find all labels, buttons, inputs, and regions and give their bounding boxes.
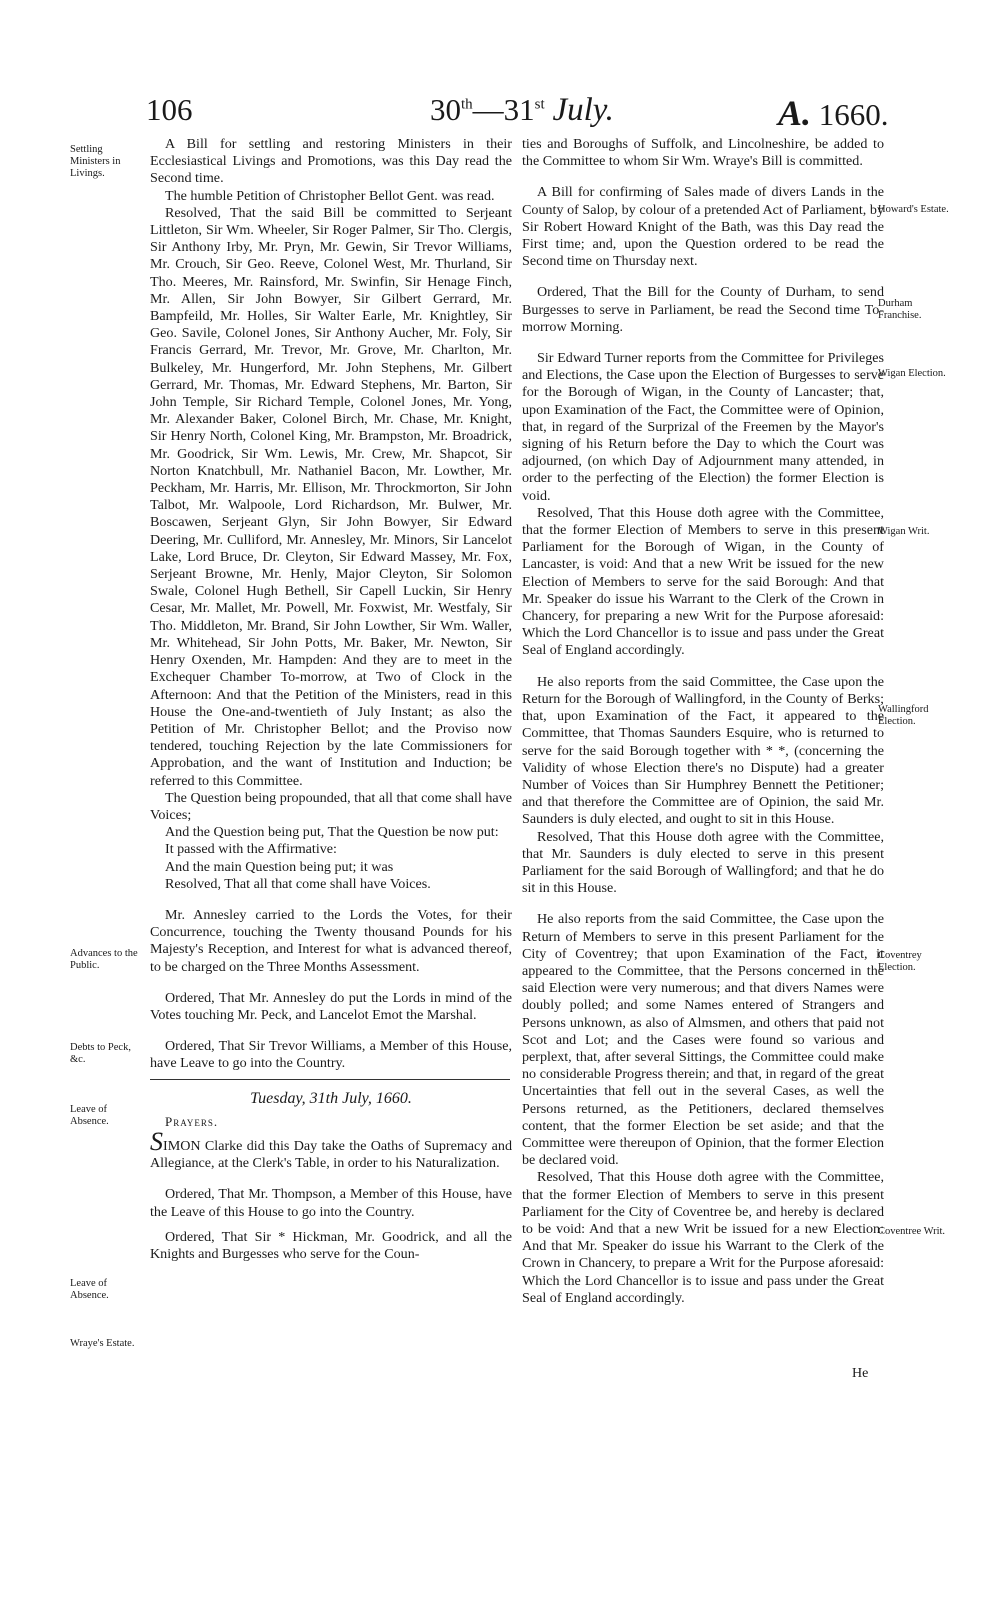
- page-number: 106: [146, 92, 193, 127]
- question-put: And the Question being put, That the Question be now put:: [165, 824, 499, 841]
- ordered-williams-leave: Ordered, That Sir Trevor Williams, a Member of this House, have Leave to go into the Country.: [150, 1038, 512, 1072]
- margin-note-debts: Debts to Peck, &c.: [70, 1042, 131, 1065]
- date-sep: —: [472, 92, 504, 127]
- clarke-oaths-text: IMON Clarke did this Day take the Oaths of Supremacy and Allegiance, at the Clerk's Table, in order to his Naturalization.: [150, 1137, 512, 1172]
- clarke-oaths: [150, 1126, 512, 1172]
- ordered-thompson-leave: Ordered, That Mr. Thompson, a Member of this House, have the Leave of this House to go into the Country.: [150, 1186, 512, 1220]
- margin-note-wigan-writ: Wigan Writ.: [878, 526, 930, 537]
- year-prefix: A.: [778, 93, 812, 133]
- resolved-wallingford: Resolved, That this House doth agree with the Committee, that Mr. Saunders is duly elected to serve in this present Parliament for the said Borough of Wallingford; and that he do sit in this House.: [522, 828, 884, 897]
- date-end-sup: st: [534, 96, 545, 113]
- wigan-report: Sir Edward Turner reports from the Committee for Privileges and Elections, the Case upon the Election of Burgesses to serve for the Borough of Wigan, in the County of Lancaster; that, upon Examination of the Fact, the Committee were of Opinion, that, in regard of the Surprizal of the Freemen by the Mayor's signing of his Return before the Day to which the Court was adjourned, (on which Day of Adjournment many attended, in order to the perfecting of the Election) the former Election is void.: [522, 350, 884, 504]
- date-month: July.: [552, 92, 614, 128]
- drop-cap: S: [150, 1126, 163, 1156]
- wraye-continuation: ties and Boroughs of Suffolk, and Lincolneshire, be added to the Committee to whom Sir Wm. Wraye's Bill is committed.: [522, 136, 884, 170]
- margin-note-wigan-election: Wigan Election.: [878, 368, 946, 379]
- bill-settling-ministers: A Bill for settling and restoring Ministers in their Ecclesiastical Livings and Promotions, was this Day read the Second time.: [150, 136, 512, 187]
- margin-note-leave-1: Leave of Absence.: [70, 1104, 109, 1127]
- ordered-hickman: Ordered, That Sir * Hickman, Mr. Goodrick, and all the Knights and Burgesses who serve for the Coun-: [150, 1228, 512, 1262]
- coventrey-report: He also reports from the said Committee, the Case upon the Return of Members to serve in this present Parliament for the City of Coventrey; that upon Examination of the Fact, it appeared to the Committee, that the Persons concerned in the said Election were very numerous; and that divers Names were doubly polled; and some Names entered of Strangers and Persons unknown, as also of Almsmen, and others that paid not Scot and Lot; and the Cases were found so various and perplext, that, after several Sittings, the Committee could make no considerable Progress therein; and that, in regard of the great Uncertainties that fell out in the several Cases, as well the Persons returned, as the Petitioners, declared themselves content, that the former Election be set aside; and that the Committee were thereupon of Opinion, that the former Election be declared void.: [522, 911, 884, 1169]
- right-column: [522, 136, 884, 1307]
- passed-affirmative: It passed with the Affirmative:: [165, 841, 337, 858]
- date-start-sup: th: [461, 96, 473, 113]
- resolved-committee-list: Resolved, That the said Bill be committed to Serjeant Littleton, Sir Wm. Wheeler, Sir Roger Palmer, Sir Tho. Clergis, Sir Anthony Irby, Mr. Pryn, Mr. Gewin, Sir Trevor Williams, Mr. Crouch, Sir Geo. Reeve, Colonel West, Mr. Thurland, Sir Tho. Meeres, Mr. Rainsford, Mr. Swinfin, Sir Henage Finch, Mr. Allen, Sir John Bowyer, Sir Gilbert Gerrard, Mr. Bampfeild, Mr. Holles, Sir Walter Earle, Mr. Knightley, Sir Geo. Savile, Colonel Jones, Sir Anthony Aucher, Mr. Foly, Sir Francis Gerrard, Mr. Trevor, Mr. Grove, Mr. Charlton, Mr. Bulkeley, Mr. Hungerford, Mr. John Stephens, Mr. Gilbert Gerrard, Mr. Thomas, Mr. Edward Stephens, Mr. Barton, Sir John Temple, Sir Richard Temple, Colonel Jones, Mr. Yong, Mr. Alexander Baker, Colonel Birch, Mr. Chase, Mr. Knight, Sir Henry North, Colonel King, Mr. Brampston, Mr. Broadrick, Mr. Goodrick, Sir Wm. Lewis, Mr. Crew, Mr. Shapcot, Sir Norton Knatchbull, Mr. Nathaniel Bacon, Mr. Lowther, Mr. Peckham, Mr. Harris, Mr. Ellison, Mr. Throckmorton, Sir John Talbot, Mr. Walpoole, Lord Richardson, Mr. Bulwer, Mr. Boscawen, Serjeant Glyn, Sir John Bowyer, Sir Edward Deering, Mr. Culliford, Mr. Annesley, Mr. Minors, Sir Lancelot Lake, Lord Bruce, Dr. Cleyton, Sir Edward Massey, Mr. Fox, Serjeant Browne, Mr. Henly, Major Cleyton, Sir Solomon Swale, Colonel Hugh Bethell, Sir Capell Luckin, Sir Henry Cesar, Mr. Mallet, Mr. Powell, Mr. Foxwist, Mr. Westfaly, Sir Tho. Middleton, Mr. Brand, Sir John Lowther, Sir Wm. Waller, Mr. Whitehead, Sir John Potts, Mr. Baker, Mr. Newton, Sir Henry Oxenden, Mr. Hampden: And they are to meet in the Exchequer Chamber To-morrow, at Two of Clock in the Afternoon: And that the Petition of the Ministers, read in this House the One-and-twentieth of July Instant; as also the Petition of Mr. Christopher Bellot; and the Proviso now tendered, touching Rejection by the late Commissioners for Approbation, and the want of Institution and Induction; be referred to this Committee.: [150, 204, 512, 789]
- resolved-voices: Resolved, That all that come shall have Voices.: [165, 875, 431, 892]
- header-year: [778, 92, 889, 134]
- page-header: [0, 92, 992, 132]
- margin-note-leave-2: Leave of Absence.: [70, 1278, 109, 1301]
- petition-bellot: The humble Petition of Christopher Bellot Gent. was read.: [165, 187, 495, 204]
- ordered-durham-bill: Ordered, That the Bill for the County of Durham, to send Burgesses to serve in Parliament, be read the Second time To-morrow Morning.: [522, 284, 884, 335]
- header-date: [430, 92, 614, 129]
- date-end: 31: [503, 92, 535, 127]
- day-heading: Tuesday, 31th July, 1660.: [250, 1089, 412, 1107]
- margin-note-advances: Advances to the Public.: [70, 948, 138, 971]
- date-start: 30: [430, 92, 461, 127]
- margin-note-settling: Settling Ministers in Livings.: [70, 144, 121, 179]
- margin-note-wraye: Wraye's Estate.: [70, 1338, 135, 1349]
- resolved-coventree: Resolved, That this House doth agree with the Committee, that the former Election of Members to serve in this present Parliament for the City of Coventree be, and hereby is declared to be void: And that a new Writ be issued for a new Election: And that Mr. Speaker do issue his Warrant to the Clerk of the Crown in Chancery, to prepare a Writ for the Purpose aforesaid: Which the Lord Chancellor is to issue and pass under the Great Seal of England accordingly.: [522, 1169, 884, 1306]
- left-column: [150, 136, 512, 1263]
- wallingford-report: He also reports from the said Committee, the Case upon the Return for the Borough of Wallingford, in the County of Berks; that, upon Examination of the Fact, it appeared to the Committee, that Thomas Saunders Esquire, who is returned to serve for the said Borough together with * *, (concerning the Validity of whose Election there's no Dispute) had a greater Number of Voices than Sir Humphrey Bennett the Petitioner; and that therefore the Committee are of Opinion, the said Mr. Saunders is duly elected, and ought to sit in this House.: [522, 673, 884, 828]
- annesley-votes: Mr. Annesley carried to the Lords the Votes, for their Concurrence, touching the Twenty thousand Pounds for his Majesty's Reception, and Interest for what is advanced thereof, to be charged on the Three Months Assessment.: [150, 906, 512, 975]
- margin-note-wallingford: Wallingford Election.: [878, 704, 929, 727]
- margin-note-coventrey: Coventrey Election.: [878, 950, 922, 973]
- year-value: 1660.: [818, 97, 889, 132]
- ordered-annesley-peck: Ordered, That Mr. Annesley do put the Lords in mind of the Votes touching Mr. Peck, and Lancelot Emot the Marshal.: [150, 989, 512, 1023]
- margin-note-durham: Durham Franchise.: [878, 298, 922, 321]
- resolved-wigan-writ: Resolved, That this House doth agree with the Committee, that the former Election of Members to serve in this present Parliament for the Borough of Wigan, in the County of Lancaster, is void: And that a new Writ be issued for the new Election of Members to serve for the said Borough: And that Mr. Speaker do issue his Warrant to the Clerk of the Crown in Chancery, for preparing a new Writ for the Purpose aforesaid: Which the Lord Chancellor is to issue and pass under the Great Seal of England accordingly.: [522, 504, 884, 659]
- margin-note-coventree-writ: Coventree Writ.: [878, 1226, 946, 1237]
- question-propounded: The Question being propounded, that all that come shall have Voices;: [150, 789, 512, 823]
- prayers-heading: Prayers.: [165, 1113, 219, 1129]
- catchword: He: [852, 1366, 869, 1381]
- main-question-put: And the main Question being put; it was: [165, 858, 394, 875]
- bill-salop-lands: A Bill for confirming of Sales made of divers Lands in the County of Salop, by colour of a pretended Act of Parliament, by Sir Robert Howard Knight of the Bath, was this Day read the First time; and, upon the Question ordered to be read the Second time on Thursday next.: [522, 184, 884, 270]
- margin-note-howard: Howard's Estate.: [878, 204, 949, 215]
- section-rule: [150, 1079, 510, 1080]
